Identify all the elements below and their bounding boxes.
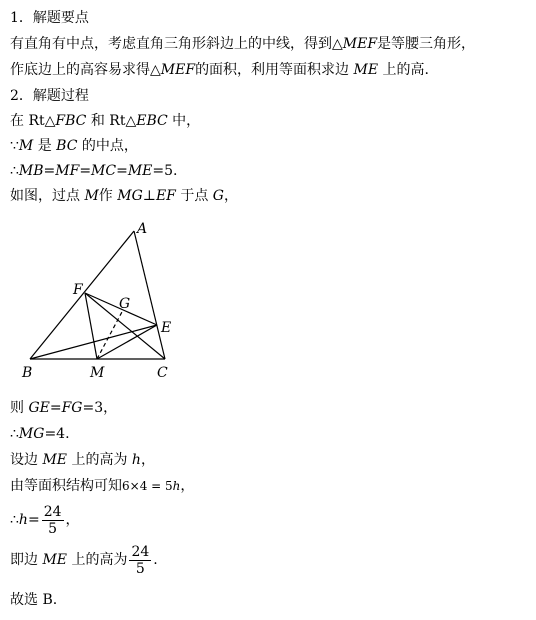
geometry-figure (0, 215, 200, 385)
proof-line-2 (10, 136, 138, 156)
math-span: MB=MF=MC=ME (18, 163, 153, 179)
fraction-numerator: 24 (43, 503, 62, 520)
text-span: 上的高为 (71, 452, 128, 468)
text-span: 由等面积结构可知 (10, 478, 122, 494)
text-span: 设边 (10, 452, 38, 468)
math-span: MG (18, 426, 45, 442)
math-span: h (172, 479, 181, 493)
math-span: ME (353, 62, 379, 78)
segment-AC (134, 231, 165, 359)
text-span: 的面积，利用等面积求边 (195, 62, 350, 78)
text-span: 作底边上的高容易求得△ (10, 62, 161, 78)
label-A: A (137, 221, 148, 237)
label-C: C (157, 365, 168, 381)
after-line-4 (10, 476, 194, 496)
fraction-denominator: 5 (48, 520, 58, 537)
math-span: G (212, 188, 224, 204)
fraction-numerator: 24 (131, 543, 150, 560)
text-span: ， (223, 188, 238, 204)
after-line-5 (10, 503, 80, 537)
section-1-text-line-2 (10, 60, 429, 80)
math-span: FBC (55, 113, 87, 129)
math-span: MG (117, 188, 143, 204)
fraction-denominator: 5 (135, 560, 145, 577)
math-span: 6×4 = 5 (122, 479, 173, 493)
text-span: ， (180, 478, 195, 494)
proof-line-3 (10, 161, 177, 181)
proof-line-4 (10, 186, 238, 206)
label-F: F (73, 282, 83, 298)
text-span: =4. (44, 426, 70, 442)
after-line-1 (10, 398, 117, 418)
math-span: h (18, 512, 28, 528)
fraction (129, 544, 151, 577)
after-line-6 (10, 543, 158, 577)
math-span: BC (56, 138, 78, 154)
text-span: 上的高. (382, 62, 429, 78)
conclusion: 故选 B. (10, 592, 58, 608)
text-span: 中， (172, 113, 201, 129)
segment-FM (85, 293, 97, 359)
text-span: 作 (98, 188, 113, 204)
fraction (42, 504, 64, 537)
text-span: 即边 (10, 552, 38, 568)
math-span: M (84, 188, 99, 204)
text-span: 是等腰三角形， (377, 36, 476, 52)
text-span: ⊥ (142, 188, 156, 204)
text-span: =3， (82, 400, 118, 416)
text-span: = (27, 512, 40, 528)
label-B: B (22, 365, 33, 381)
text-span: 的中点， (81, 138, 138, 154)
text-span: 于点 (180, 188, 209, 204)
text-span: ∵ (10, 138, 19, 154)
text-span: 上的高为 (71, 552, 128, 568)
text-span: ， (140, 452, 155, 468)
after-line-3 (10, 450, 155, 470)
math-span: EF (155, 188, 176, 204)
text-span: 是 (37, 138, 52, 154)
math-span: EBC (136, 113, 168, 129)
text-span: ∴ (10, 426, 19, 442)
proof-line-1 (10, 111, 200, 131)
math-span: M (18, 138, 34, 154)
text-span: 有直角有中点，考虑直角三角形斜边上的中线，得到△ (10, 36, 343, 52)
text-span: 和 Rt△ (90, 113, 137, 129)
label-E: E (161, 320, 172, 336)
section-1-text-line-1 (10, 34, 475, 54)
text-span: ∴ (10, 163, 19, 179)
math-span: MEF (342, 36, 378, 52)
math-span: ME (42, 452, 68, 468)
math-span: GE=FG (28, 400, 83, 416)
math-span: h (131, 452, 141, 468)
text-span: ∴ (10, 512, 19, 528)
text-span: 如图，过点 (10, 188, 80, 204)
after-line-2 (10, 424, 70, 444)
text-span: 则 (10, 400, 24, 416)
text-span: ， (65, 512, 80, 528)
math-span: MEF (160, 62, 196, 78)
math-span: ME (42, 552, 68, 568)
text-span: 在 Rt△ (10, 113, 56, 129)
section-2-title: 2．解题过程 (10, 88, 89, 104)
label-G: G (119, 296, 131, 312)
text-span: =5. (152, 163, 178, 179)
section-1-title: 1．解题要点 (10, 10, 89, 26)
segment-ME (97, 325, 157, 359)
text-span: . (153, 552, 158, 568)
label-M: M (90, 365, 105, 381)
